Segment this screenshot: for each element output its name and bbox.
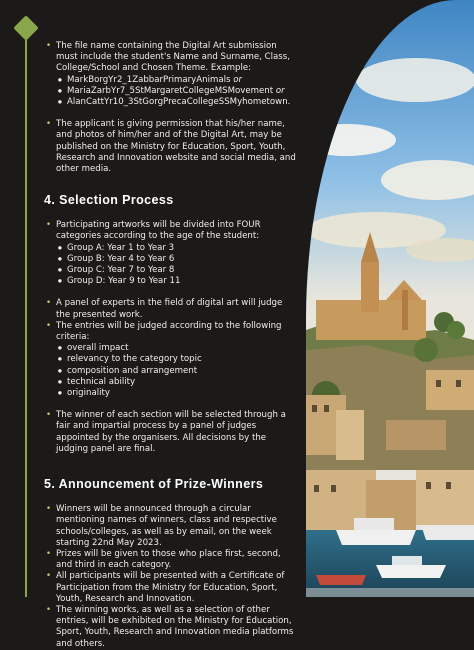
announcement-bullet: • Winners will be announced through a circular mentioning names of winners, class and respective schools/colleges, as well as by email, on the week starting 22nd May 2023.: [44, 504, 298, 549]
panel-bullet: • A panel of experts in the field of digital art will judge the presented work.: [44, 298, 298, 320]
group-item: ● Group A: Year 1 to Year 3: [44, 243, 298, 254]
gozo-harbour-photo: [306, 0, 474, 597]
criteria-bullet: • The entries will be judged according to the following criteria:: [44, 321, 298, 343]
categories-bullet: • Participating artworks will be divided into FOUR categories according to the age of the student:: [44, 220, 298, 242]
file-name-bullet: • The file name containing the Digital Art submission must include the student's Name and Surname, Class, College/School and Chosen Theme. Example:: [44, 41, 298, 75]
example-name: MariaZarbYr7_5StMargaretCollegeMSMovement: [67, 85, 274, 96]
certificate-bullet: • All participants will be presented with a Certificate of Participation from the Ministry for Education, Sport, Youth, Research and Innovation.: [44, 571, 298, 605]
group-item: ● Group C: Year 7 to Year 8: [44, 265, 298, 276]
criteria-item: ● overall impact: [44, 343, 298, 354]
permission-bullet: • The applicant is giving permission that his/her name, and photos of him/her and of the Digital Art, may be published on the Ministry for Education, Sport, Youth, Research and Innovation website and social media, and other media.: [44, 119, 298, 175]
diamond-icon: [13, 15, 38, 40]
example-name: AlanCattYr10_3StGorgPrecaCollegeSSMyhometown.: [67, 97, 291, 108]
exhibition-bullet: • The winning works, as well as a selection of other entries, will be exhibited on the Ministry for Education, Sport, Youth, Research and Innovation media platforms and others.: [44, 605, 298, 650]
example-item: [44, 75, 298, 86]
section-5-title: 5. Announcement of Prize-Winners: [44, 477, 264, 492]
criteria-item: ● technical ability: [44, 377, 298, 388]
section-4-title: 4. Selection Process: [44, 193, 174, 208]
example-or: or: [275, 85, 285, 96]
criteria-item: ● relevancy to the category topic: [44, 354, 298, 365]
example-list: [44, 75, 298, 109]
main-content: [44, 41, 298, 650]
prizes-bullet: • Prizes will be given to those who place first, second, and third in each category.: [44, 549, 298, 571]
example-item: [44, 86, 298, 97]
group-item: ● Group B: Year 4 to Year 6: [44, 254, 298, 265]
criteria-item: ● composition and arrangement: [44, 366, 298, 377]
group-list: [44, 243, 298, 288]
criteria-list: [44, 343, 298, 399]
example-item: [44, 97, 298, 108]
winner-bullet: • The winner of each section will be selected through a fair and impartial process by a panel of judges appointed by the organisers. All decisions by the judging panel are final.: [44, 410, 298, 455]
accent-rail: [25, 38, 27, 597]
example-or: or: [233, 74, 243, 85]
example-name: MarkBorgYr2_1ZabbarPrimaryAnimals: [67, 74, 231, 85]
group-item: ● Group D: Year 9 to Year 11: [44, 276, 298, 287]
criteria-item: ● originality: [44, 388, 298, 399]
